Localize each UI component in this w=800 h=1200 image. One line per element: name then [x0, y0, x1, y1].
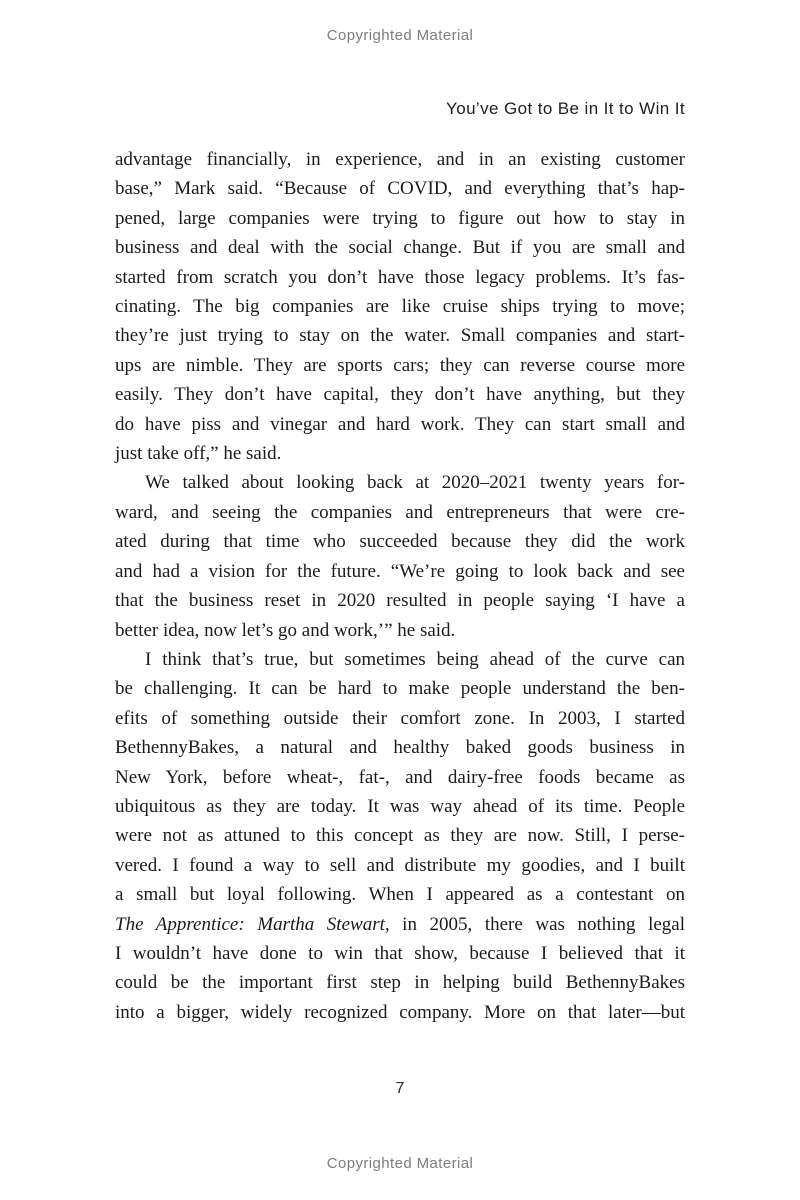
body-line	[115, 910, 685, 939]
body-line	[115, 939, 685, 968]
body-line	[115, 733, 685, 762]
body-line	[115, 292, 685, 321]
body-text-segment: started from scratch you don’t have those legacy problems. It’s fas-	[115, 266, 685, 288]
body-line	[115, 674, 685, 703]
body-line	[115, 821, 685, 850]
body-text-italic-segment: The Apprentice: Martha Stewart	[115, 913, 385, 935]
body-text-segment: BethennyBakes, a natural and healthy baked goods business in	[115, 737, 685, 759]
body-text-segment: I think that’s true, but sometimes being ahead of the curve can	[145, 648, 685, 670]
header-copyright-notice: Copyrighted Material	[326, 27, 474, 44]
body-text-segment: just take off,” he said.	[115, 443, 282, 465]
body-line	[115, 792, 685, 821]
body-text-segment: a small but loyal following. When I appeared as a contestant on	[115, 884, 685, 906]
body-text-segment: pened, large companies were trying to figure out how to stay in	[115, 207, 685, 229]
body-line	[115, 468, 685, 497]
body-line	[115, 439, 685, 468]
body-line	[115, 410, 685, 439]
body-text-segment: efits of something outside their comfort zone. In 2003, I started	[115, 707, 685, 729]
body-line	[115, 233, 685, 262]
body-text-segment: they’re just trying to stay on the water. Small companies and start-	[115, 325, 685, 347]
body-text-segment: I wouldn’t have done to win that show, because I believed that it	[115, 942, 685, 964]
body-text-segment: were not as attuned to this concept as they are now. Still, I perse-	[115, 825, 685, 847]
body-text-segment: ward, and seeing the companies and entrepreneurs that were cre-	[115, 501, 685, 523]
body-text-segment: ups are nimble. They are sports cars; they can reverse course more	[115, 354, 685, 376]
body-text-segment: We talked about looking back at 2020–2021 twenty years for-	[145, 472, 685, 494]
body-text-segment: base,” Mark said. “Because of COVID, and everything that’s hap-	[115, 178, 685, 200]
body-line	[115, 645, 685, 674]
body-text-segment: better idea, now let’s go and work,’” he said.	[115, 619, 456, 641]
body-line	[115, 145, 685, 174]
body-line	[115, 616, 685, 645]
running-head-chapter-title: You’ve Got to Be in It to Win It	[446, 99, 685, 118]
body-line	[115, 586, 685, 615]
body-text	[115, 145, 685, 1027]
body-line	[115, 968, 685, 997]
body-text-segment: ubiquitous as they are today. It was way ahead of its time. People	[115, 795, 685, 817]
body-text-segment: ated during that time who succeeded because they did the work	[115, 531, 685, 553]
body-text-segment: that the business reset in 2020 resulted in people saying ‘I have a	[115, 590, 685, 612]
body-text-segment: be challenging. It can be hard to make people understand the ben-	[115, 678, 685, 700]
body-line	[115, 851, 685, 880]
body-line	[115, 998, 685, 1027]
footer-copyright-notice: Copyrighted Material	[326, 1155, 474, 1172]
body-text-segment: advantage financially, in experience, and in an existing customer	[115, 149, 685, 170]
body-text-segment: vered. I found a way to sell and distribute my goodies, and I built	[115, 854, 685, 876]
page-number: 7	[395, 1080, 405, 1097]
body-text-segment: New York, before wheat-, fat-, and dairy-free foods became as	[115, 766, 685, 788]
body-line	[115, 763, 685, 792]
body-line	[115, 527, 685, 556]
body-line	[115, 351, 685, 380]
body-text-segment: easily. They don’t have capital, they don’t have anything, but they	[115, 384, 685, 406]
body-line	[115, 498, 685, 527]
body-text-segment: cinating. The big companies are like cruise ships trying to move;	[115, 296, 685, 318]
body-line	[115, 380, 685, 409]
body-line	[115, 557, 685, 586]
body-line	[115, 704, 685, 733]
body-text-segment: , in 2005, there was nothing legal	[384, 913, 685, 935]
body-line	[115, 174, 685, 203]
body-line	[115, 204, 685, 233]
body-text-segment: into a bigger, widely recognized company. More on that later—but	[115, 1001, 685, 1023]
body-text-segment: could be the important first step in helping build BethennyBakes	[115, 972, 685, 994]
body-line	[115, 263, 685, 292]
body-line	[115, 880, 685, 909]
body-text-segment: do have piss and vinegar and hard work. They can start small and	[115, 413, 685, 435]
body-text-segment: business and deal with the social change. But if you are small and	[115, 237, 685, 259]
body-line	[115, 321, 685, 350]
body-text-segment: and had a vision for the future. “We’re going to look back and see	[115, 560, 685, 582]
